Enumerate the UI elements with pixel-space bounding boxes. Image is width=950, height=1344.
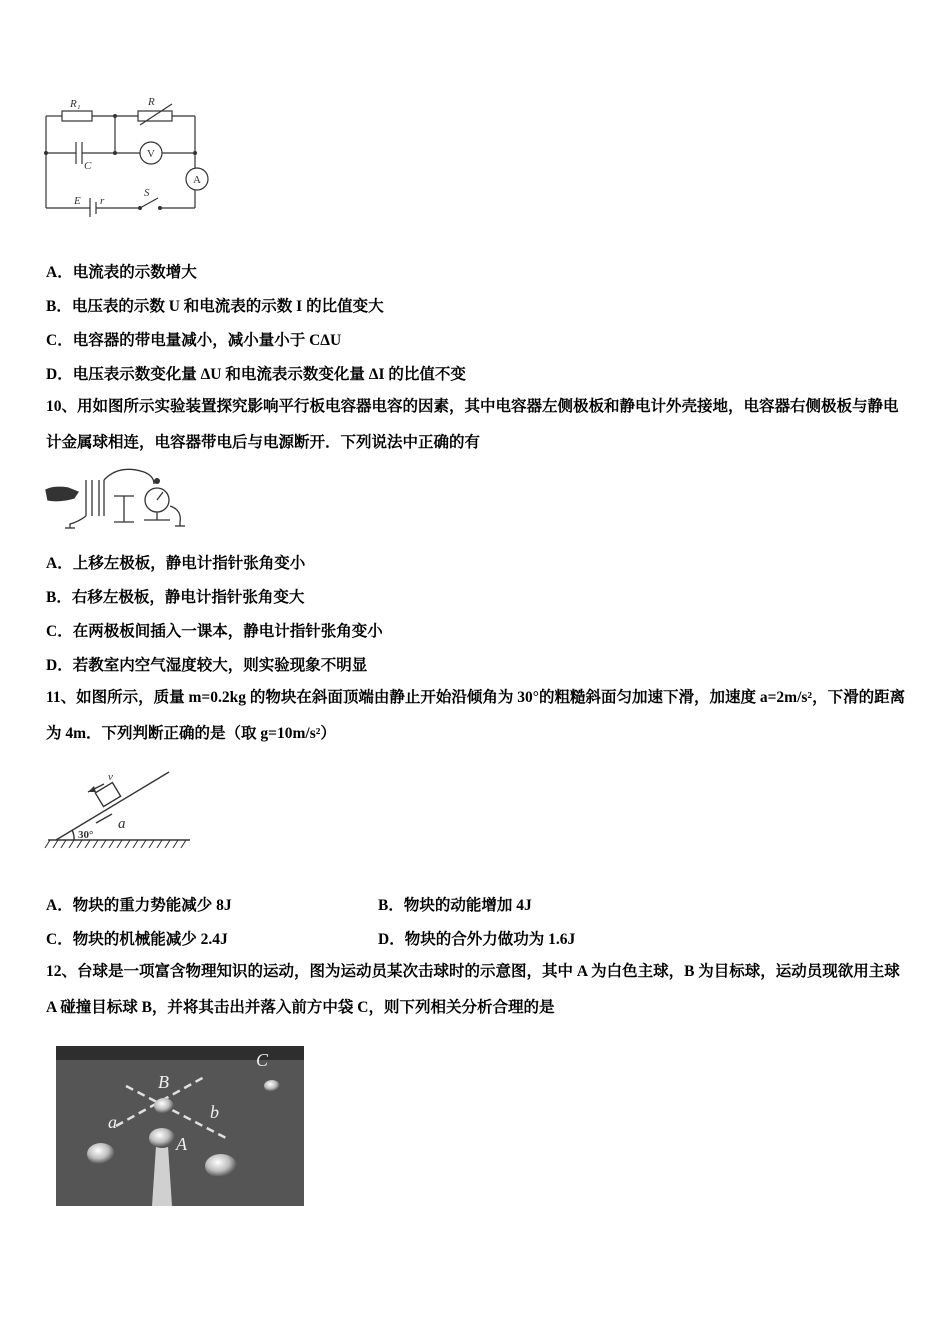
q9-option-d: D．电压表示数变化量 ΔU 和电流表示数变化量 ΔI 的比值不变 [46,366,466,383]
q12-stem: 12、台球是一项富含物理知识的运动，图为运动员某次击球时的示意图，其中 A 为白色主球，B 为目标球，运动员现欲用主球 A 碰撞目标球 B，并将其击出并落入前方中袋 C，则下列相关分析合理的是 [46,963,900,1016]
label-ammeter: A [193,174,201,186]
label-a: a [118,816,126,832]
label-voltmeter: V [147,148,155,160]
q10-stem: 10、用如图所示实验装置探究影响平行板电容器电容的因素，其中电容器左侧极板和静电计外壳接地，电容器右侧极板与静电计金属球相连，电容器带电后与电源断开．下列说法中正确的有 [46,398,899,451]
label-pocket-c: C [256,1050,269,1070]
label-r1: R₁ [70,98,81,110]
q10-option-b: B．右移左极板，静电计指针张角变大 [46,589,305,606]
q11-option-a: A．物块的重力势能减少 8J [46,897,232,914]
label-r-internal: r [100,195,105,207]
q11-option-c: C．物块的机械能减少 2.4J [46,931,228,948]
q9-option-b: B．电压表的示数 U 和电流表的示数 I 的比值变大 [46,298,384,315]
q11-option-d: D．物块的合外力做功为 1.6J [378,931,576,948]
q10-option-d: D．若教室内空气湿度较大，则实验现象不明显 [46,657,368,674]
q11-stem: 11、如图所示，质量 m=0.2kg 的物块在斜面顶端由静止开始沿倾角为 30°的粗糙斜面匀加速下滑，加速度 a=2m/s²，下滑的距离为 4m．下列判断正确的是（取 g=10m/s²） [46,689,906,742]
label-c: C [84,160,92,172]
q11-option-b: B．物块的动能增加 4J [378,897,532,914]
label-direction-b: b [210,1102,219,1122]
label-v: v [108,771,113,783]
label-angle: 30° [78,829,94,841]
q10-option-c: C．在两极板间插入一课本，静电计指针张角变小 [46,623,383,640]
label-r: R [148,96,155,108]
billiards-photo [56,1046,304,1206]
circuit-diagram [40,92,215,217]
label-s: S [144,187,150,199]
q10-option-a: A．上移左极板，静电计指针张角变小 [46,555,306,572]
label-ball-a: A [176,1134,187,1154]
label-ball-b: B [158,1072,169,1092]
q9-option-c: C．电容器的带电量减小，减小量小于 CΔU [46,332,342,349]
capacitor-electroscope-figure [44,466,194,534]
label-e: E [74,195,81,207]
q9-option-a: A．电流表的示数增大 [46,264,197,281]
incline-figure [44,760,194,856]
label-direction-a: a [108,1112,117,1132]
